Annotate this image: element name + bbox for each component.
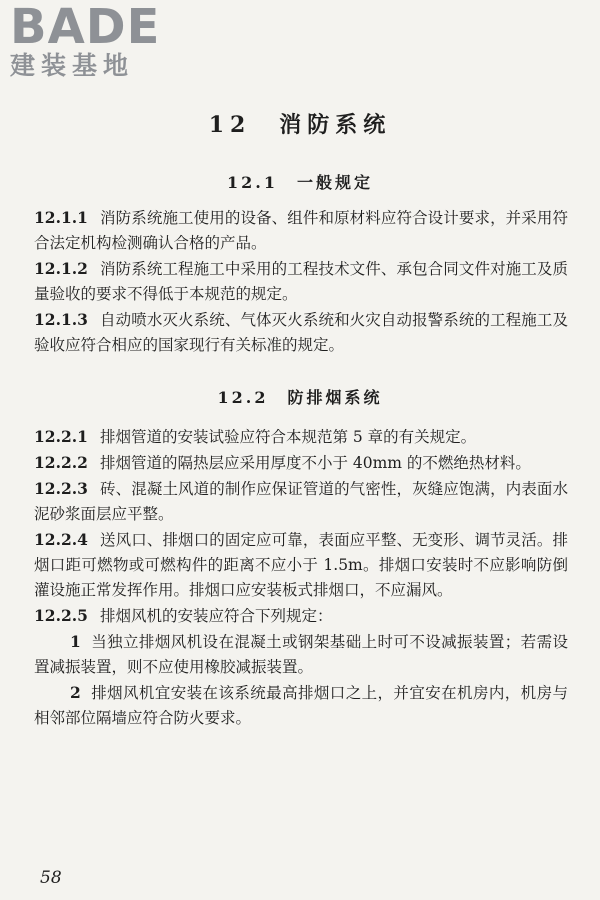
clause-number: 12.1.1 (34, 208, 88, 227)
chapter-title: 12 消防系统 (208, 112, 392, 138)
list-item-2 (34, 680, 568, 731)
clause-12-1-1 (34, 205, 568, 256)
list-item-1 (34, 629, 568, 680)
item-text: 排烟风机宜安装在该系统最高排烟口之上，并宜安在机房内，机房与相邻部位隔墙应符合防火要求。 (34, 684, 568, 727)
clause-12-1-2 (34, 256, 568, 307)
item-number: 2 (70, 683, 81, 702)
clause-text: 消防系统施工使用的设备、组件和原材料应符合设计要求，并采用符合法定机构检测确认合格的产品。 (34, 209, 568, 252)
clause-number: 12.2.4 (34, 530, 88, 549)
clause-number: 12.2.3 (34, 479, 88, 498)
section-title-12-1: 12.1 一般规定 (227, 173, 373, 192)
clause-12-2-1 (34, 424, 568, 450)
logo-mark: BADE (10, 0, 161, 55)
item-number: 1 (70, 632, 81, 651)
section-12-2-body (34, 424, 568, 731)
clause-text: 自动喷水灭火系统、气体灭火系统和火灾自动报警系统的工程施工及验收应符合相应的国家现行有关标准的规定。 (34, 311, 568, 354)
bade-logo (10, 0, 185, 82)
clause-number: 12.1.2 (34, 259, 88, 278)
clause-text: 消防系统工程施工中采用的工程技术文件、承包合同文件对施工及质量验收的要求不得低于本规范的规定。 (34, 260, 568, 303)
page-number: 58 (40, 868, 62, 888)
clause-12-2-5 (34, 603, 568, 629)
clause-number: 12.1.3 (34, 310, 88, 329)
clause-text: 排烟风机的安装应符合下列规定： (99, 607, 333, 625)
item-text: 当独立排烟风机设在混凝土或钢架基础上时可不设减振装置；若需设置减振装置，则不应使用橡胶减振装置。 (34, 633, 568, 676)
clause-number: 12.2.2 (34, 453, 88, 472)
clause-12-2-4 (34, 527, 568, 603)
clause-12-1-3 (34, 307, 568, 358)
clause-12-2-2 (34, 450, 568, 476)
clause-text: 送风口、排烟口的固定应可靠，表面应平整、无变形、调节灵活。排烟口距可燃物或可燃构件的距离不应小于 1.5m。排烟口安装时不应影响防倒灌设施正常发挥作用。排烟口应安装板式排烟口，不应漏风。 (34, 531, 568, 599)
clause-12-2-3 (34, 476, 568, 527)
section-title-12-2: 12.2 防排烟系统 (217, 388, 383, 407)
logo-subtitle: 建装基地 (10, 51, 135, 80)
clause-text: 排烟管道的隔热层应采用厚度不小于 40mm 的不燃绝热材料。 (99, 454, 531, 472)
clause-number: 12.2.5 (34, 606, 88, 625)
clause-number: 12.2.1 (34, 427, 88, 446)
section-12-1-body (34, 205, 568, 358)
clause-text: 砖、混凝土风道的制作应保证管道的气密性，灰缝应饱满，内表面水泥砂浆面层应平整。 (34, 480, 568, 523)
clause-text: 排烟管道的安装试验应符合本规范第 5 章的有关规定。 (99, 428, 477, 446)
